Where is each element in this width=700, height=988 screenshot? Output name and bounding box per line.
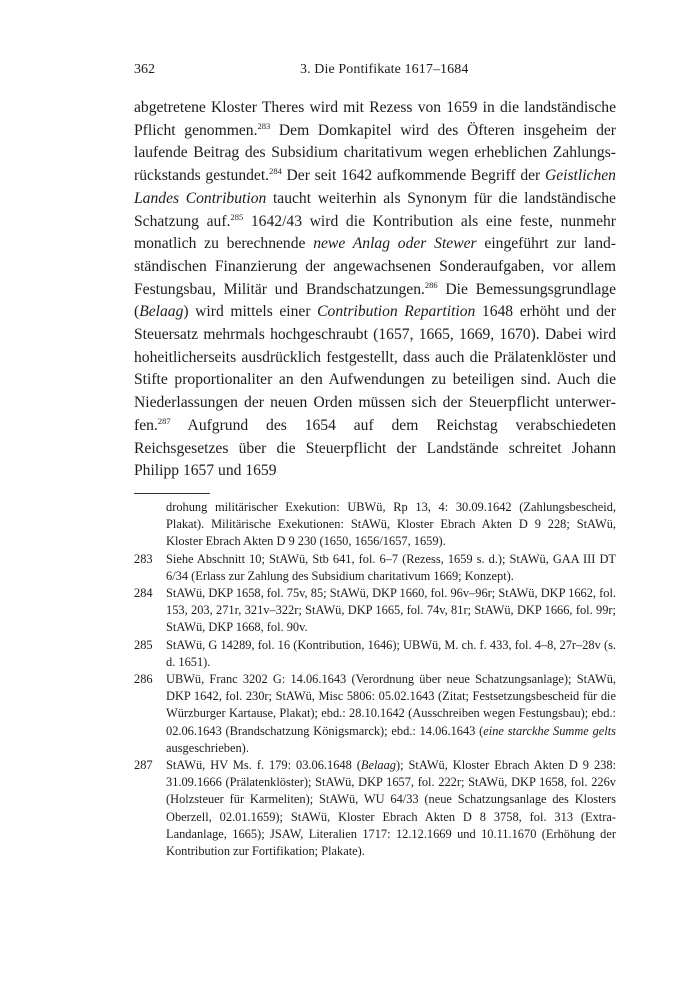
footnote-283 (134, 551, 616, 585)
italic-term: newe Anlag oder Stewer (313, 235, 477, 253)
footnote-text (166, 758, 616, 858)
text-run: ausgeschrieben). (166, 740, 249, 755)
footnote-number: 285 (134, 637, 153, 652)
text-run: Dem Domkapitel wird des Öfteren insgeheim der laufende Beitrag des Subsidium charitativum wegen erheblichen Zahlungsrückstands gestundet. (134, 121, 617, 185)
footnote-ref-286: 286 (424, 279, 438, 290)
body-text (134, 97, 616, 483)
text-run: abgetretene Kloster Theres wird mit Rezess von 1659 in die landständische Pflicht genommen. (134, 99, 616, 139)
text-run: StAWü, HV Ms. f. 179: 03.06.1648 ( (166, 758, 361, 773)
footnote-number: 287 (134, 758, 153, 773)
footnote-287 (134, 757, 616, 860)
page-header (134, 62, 614, 82)
footnote-text (166, 672, 616, 755)
text-run: ); StAWü, Kloster Ebrach Akten D 9 238: 31.09.1666 (Prälatenklöster); StAWü, DKP 1657, fol. 222r; StAWü, DKP 1658, fol. 226v (Holzsteuer für Karmeliten); StAWü, WU 64/33 (neue Schatzungsanlage des Klosters Oberzell, 02.01.1659); StAWü, Kloster Ebrach Akten D 8 3758, fol. 313 (Extra-Landanlage, 1665); JSAW, Literalien 1717: 12.12.1669 und 10.11.1670 (Erhöhung der Kontribution zur Fortifikation; Plakate). (166, 758, 617, 859)
footnote-ref-287: 287 (157, 415, 171, 426)
footnote-284 (134, 585, 616, 637)
text-run: 1648 erhöht und der Steuersatz mehrmals hochgeschraubt (1657, 1665, 1669, 1670). Dabei wird hoheitlicherseits ausdrücklich festgestellt, dass auch die Prälatenklöster und Stifte proportionaliter an den Aufwendungen zu beteiligen sind. Auch die Niederlassungen der neuen Orden müssen sich der Steuerpflicht unterwerfen. (134, 303, 617, 434)
footnote-number: 286 (134, 672, 153, 687)
footnote-text: StAWü, DKP 1658, fol. 75v, 85; StAWü, DKP 1660, fol. 96v–96r; StAWü, DKP 1662, fol. 153, 203, 271r, 321v–322r; StAWü, DKP 1665, fol. 74v, 81r; StAWü, DKP 1666, fol. 99r; StAWü, DKP 1668, fol. 90v. (166, 586, 616, 635)
text-run: UBWü, Franc 3202 G: 14.06.1643 (Verordnung über neue Schatzungsanlage); StAWü, DKP 1642, fol. 230r; StAWü, Misc 5806: 05.02.1643 (Zitat; Festsetzungsbescheid für die Würzburger Kartause, Plakat); ebd.: 28.10.1642 (Ausschreiben wegen Festungsbau); ebd.: 02.06.1643 (Brandschatzung Königsmarck); ebd.: 14.06.1643 ( (166, 672, 616, 738)
text-run: ) wird mittels einer (183, 303, 318, 321)
footnote-286 (134, 671, 616, 757)
italic-term: Contribution Repartition (317, 303, 476, 321)
text-run: taucht weiterhin als Synonym für die landständische Schatzung auf. (134, 189, 616, 230)
italic-term: Geistlichen Landes Contribution (134, 167, 616, 207)
footnote-text: StAWü, G 14289, fol. 16 (Kontribution, 1646); UBWü, M. ch. f. 433, fol. 4–8, 27r–28v (s. d. 1651). (166, 637, 616, 669)
italic-term: Belaag (139, 303, 184, 321)
italic-quote: eine starckhe Summe gelts (483, 723, 616, 738)
footnote-continued: drohung militärischer Exekution: UBWü, Rp 13, 4: 30.09.1642 (Zahlungsbescheid, Plakat). Militärische Exekutionen: StAWü, Kloster Ebrach Akten D 9 228; StAWü, Kloster Ebrach Akten D 9 230 (1650, 1656/1657, 1659). (166, 500, 616, 549)
footnote-number: 284 (134, 586, 153, 601)
footnote-text: Siehe Abschnitt 10; StAWü, Stb 641, fol. 6–7 (Rezess, 1659 s. d.); StAWü, GAA III DT 6/34 (Erlass zur Zahlung des Subsidium charitativum 1669; Konzept). (166, 551, 616, 583)
footnote-ref-284: 284 (269, 166, 282, 177)
text-run: Der seit 1642 aufkommende Begriff der (281, 167, 545, 185)
text-run: Die Bemessungsgrundlage ( (134, 280, 616, 321)
main-paragraph (134, 97, 616, 483)
footnote-separator (134, 493, 210, 494)
footnote-ref-283: 283 (257, 120, 271, 131)
footnote-285 (134, 637, 616, 671)
italic-term: Belaag (360, 758, 396, 773)
text-run: 1642/43 wird die Kontribution als eine feste, nunmehr monatlich zu berechnende (134, 212, 616, 253)
running-head: 3. Die Pontifikate 1617–1684 (300, 62, 469, 77)
page-number: 362 (134, 62, 155, 77)
footnote-number: 283 (134, 551, 153, 566)
footnotes (134, 499, 616, 860)
text-run: eingeführt zur landständischen Finanzierung der angewachsenen Sonderaufgaben, vor allem Festungsbau, Militär und Brandschatzungen. (134, 235, 616, 298)
text-run: Aufgrund des 1654 auf dem Reichstag verabschiedeten Reichsgesetzes über die Steuerpflicht der Landstände schreitet Johann Philipp 1657 und 1659 (134, 416, 616, 480)
footnote-ref-285: 285 (230, 211, 244, 222)
